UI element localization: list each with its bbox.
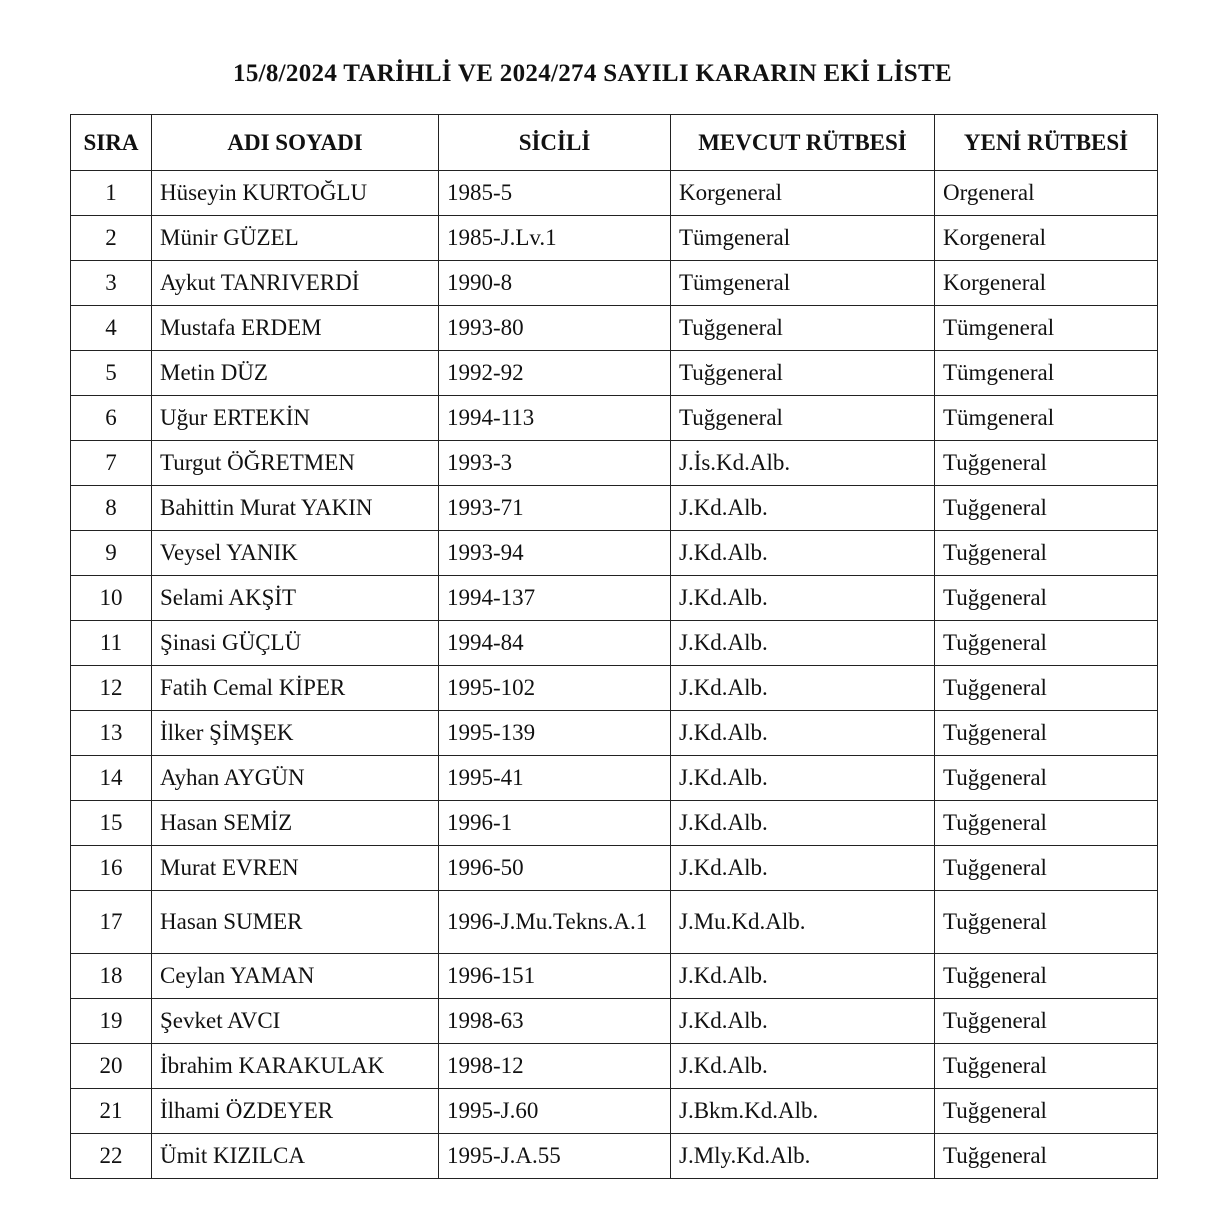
cell-name: Metin DÜZ <box>152 351 439 396</box>
table-row <box>71 801 1158 846</box>
cell-current-rank: J.Kd.Alb. <box>671 621 935 666</box>
table-row <box>71 1134 1158 1179</box>
cell-no: 8 <box>71 486 152 531</box>
table-header-row <box>71 115 1158 171</box>
cell-name: Şevket AVCI <box>152 999 439 1044</box>
cell-new-rank: Tuğgeneral <box>935 621 1158 666</box>
cell-new-rank: Tümgeneral <box>935 306 1158 351</box>
cell-new-rank: Tuğgeneral <box>935 801 1158 846</box>
cell-no: 15 <box>71 801 152 846</box>
cell-new-rank: Tuğgeneral <box>935 486 1158 531</box>
table-row <box>71 441 1158 486</box>
cell-new-rank: Tuğgeneral <box>935 999 1158 1044</box>
cell-registry: 1995-J.A.55 <box>439 1134 671 1179</box>
cell-no: 9 <box>71 531 152 576</box>
cell-new-rank: Tuğgeneral <box>935 756 1158 801</box>
cell-name: Hüseyin KURTOĞLU <box>152 171 439 216</box>
header-no: SIRA <box>71 115 152 171</box>
cell-registry: 1985-5 <box>439 171 671 216</box>
cell-name: Bahittin Murat YAKIN <box>152 486 439 531</box>
table-row <box>71 531 1158 576</box>
cell-no: 12 <box>71 666 152 711</box>
cell-registry: 1996-50 <box>439 846 671 891</box>
header-registry: SİCİLİ <box>439 115 671 171</box>
cell-no: 21 <box>71 1089 152 1134</box>
cell-current-rank: J.Kd.Alb. <box>671 756 935 801</box>
cell-current-rank: J.Kd.Alb. <box>671 486 935 531</box>
cell-name: Ümit KIZILCA <box>152 1134 439 1179</box>
cell-registry: 1995-41 <box>439 756 671 801</box>
cell-name: Mustafa ERDEM <box>152 306 439 351</box>
table-body <box>71 171 1158 1179</box>
cell-new-rank: Tuğgeneral <box>935 711 1158 756</box>
cell-registry: 1994-113 <box>439 396 671 441</box>
cell-no: 4 <box>71 306 152 351</box>
cell-name: Turgut ÖĞRETMEN <box>152 441 439 486</box>
cell-registry: 1998-63 <box>439 999 671 1044</box>
table-row <box>71 216 1158 261</box>
cell-new-rank: Tuğgeneral <box>935 1134 1158 1179</box>
cell-new-rank: Tuğgeneral <box>935 531 1158 576</box>
cell-name: Veysel YANIK <box>152 531 439 576</box>
cell-new-rank: Tuğgeneral <box>935 954 1158 999</box>
cell-registry: 1998-12 <box>439 1044 671 1089</box>
cell-name: Şinasi GÜÇLÜ <box>152 621 439 666</box>
cell-new-rank: Tuğgeneral <box>935 1044 1158 1089</box>
table-row <box>71 711 1158 756</box>
cell-no: 18 <box>71 954 152 999</box>
header-name: ADI SOYADI <box>152 115 439 171</box>
cell-no: 2 <box>71 216 152 261</box>
cell-registry: 1994-84 <box>439 621 671 666</box>
cell-current-rank: J.Kd.Alb. <box>671 1044 935 1089</box>
cell-no: 19 <box>71 999 152 1044</box>
cell-no: 10 <box>71 576 152 621</box>
cell-current-rank: J.Bkm.Kd.Alb. <box>671 1089 935 1134</box>
table-row <box>71 261 1158 306</box>
table-row <box>71 1044 1158 1089</box>
table-row <box>71 396 1158 441</box>
table-row <box>71 576 1158 621</box>
cell-registry: 1996-151 <box>439 954 671 999</box>
cell-new-rank: Tuğgeneral <box>935 666 1158 711</box>
table-row <box>71 351 1158 396</box>
cell-current-rank: J.Kd.Alb. <box>671 999 935 1044</box>
cell-registry: 1994-137 <box>439 576 671 621</box>
table-row <box>71 846 1158 891</box>
cell-no: 13 <box>71 711 152 756</box>
cell-name: İlker ŞİMŞEK <box>152 711 439 756</box>
table-row <box>71 756 1158 801</box>
cell-current-rank: J.Kd.Alb. <box>671 576 935 621</box>
cell-current-rank: Tuğgeneral <box>671 306 935 351</box>
cell-registry: 1993-80 <box>439 306 671 351</box>
cell-no: 5 <box>71 351 152 396</box>
table-row <box>71 891 1158 954</box>
cell-current-rank: Tümgeneral <box>671 216 935 261</box>
cell-current-rank: Tuğgeneral <box>671 396 935 441</box>
cell-registry: 1990-8 <box>439 261 671 306</box>
cell-no: 22 <box>71 1134 152 1179</box>
cell-name: Murat EVREN <box>152 846 439 891</box>
table-row <box>71 954 1158 999</box>
cell-current-rank: Korgeneral <box>671 171 935 216</box>
cell-registry: 1996-J.Mu.Tekns.A.1 <box>439 891 671 954</box>
cell-registry: 1996-1 <box>439 801 671 846</box>
cell-registry: 1985-J.Lv.1 <box>439 216 671 261</box>
cell-new-rank: Tuğgeneral <box>935 576 1158 621</box>
cell-current-rank: J.Kd.Alb. <box>671 711 935 756</box>
table-row <box>71 171 1158 216</box>
cell-no: 7 <box>71 441 152 486</box>
cell-registry: 1995-102 <box>439 666 671 711</box>
cell-current-rank: J.Mly.Kd.Alb. <box>671 1134 935 1179</box>
cell-no: 14 <box>71 756 152 801</box>
cell-new-rank: Korgeneral <box>935 261 1158 306</box>
table-row <box>71 1089 1158 1134</box>
cell-name: İlhami ÖZDEYER <box>152 1089 439 1134</box>
cell-name: Münir GÜZEL <box>152 216 439 261</box>
cell-no: 6 <box>71 396 152 441</box>
cell-registry: 1995-139 <box>439 711 671 756</box>
cell-registry: 1993-71 <box>439 486 671 531</box>
table-row <box>71 999 1158 1044</box>
cell-new-rank: Tuğgeneral <box>935 891 1158 954</box>
table-row <box>71 306 1158 351</box>
cell-new-rank: Tuğgeneral <box>935 441 1158 486</box>
cell-new-rank: Korgeneral <box>935 216 1158 261</box>
cell-no: 3 <box>71 261 152 306</box>
cell-name: Hasan SEMİZ <box>152 801 439 846</box>
cell-current-rank: J.Kd.Alb. <box>671 801 935 846</box>
cell-name: Uğur ERTEKİN <box>152 396 439 441</box>
cell-name: Hasan SUMER <box>152 891 439 954</box>
cell-new-rank: Tuğgeneral <box>935 1089 1158 1134</box>
header-current-rank: MEVCUT RÜTBESİ <box>671 115 935 171</box>
cell-no: 20 <box>71 1044 152 1089</box>
cell-current-rank: Tümgeneral <box>671 261 935 306</box>
cell-name: Aykut TANRIVERDİ <box>152 261 439 306</box>
cell-current-rank: J.Kd.Alb. <box>671 954 935 999</box>
cell-new-rank: Tümgeneral <box>935 351 1158 396</box>
header-new-rank: YENİ RÜTBESİ <box>935 115 1158 171</box>
cell-new-rank: Tümgeneral <box>935 396 1158 441</box>
cell-name: Selami AKŞİT <box>152 576 439 621</box>
cell-current-rank: J.Kd.Alb. <box>671 531 935 576</box>
cell-name: Fatih Cemal KİPER <box>152 666 439 711</box>
cell-new-rank: Tuğgeneral <box>935 846 1158 891</box>
cell-registry: 1995-J.60 <box>439 1089 671 1134</box>
cell-name: Ayhan AYGÜN <box>152 756 439 801</box>
cell-current-rank: J.İs.Kd.Alb. <box>671 441 935 486</box>
table-row <box>71 621 1158 666</box>
cell-name: Ceylan YAMAN <box>152 954 439 999</box>
table-row <box>71 666 1158 711</box>
cell-no: 11 <box>71 621 152 666</box>
cell-no: 16 <box>71 846 152 891</box>
cell-new-rank: Orgeneral <box>935 171 1158 216</box>
cell-current-rank: J.Kd.Alb. <box>671 846 935 891</box>
cell-no: 1 <box>71 171 152 216</box>
promotion-table <box>70 114 1158 1179</box>
cell-registry: 1993-3 <box>439 441 671 486</box>
cell-name: İbrahim KARAKULAK <box>152 1044 439 1089</box>
cell-no: 17 <box>71 891 152 954</box>
cell-current-rank: Tuğgeneral <box>671 351 935 396</box>
cell-registry: 1992-92 <box>439 351 671 396</box>
cell-current-rank: J.Kd.Alb. <box>671 666 935 711</box>
cell-registry: 1993-94 <box>439 531 671 576</box>
table-row <box>71 486 1158 531</box>
document-title: 15/8/2024 TARİHLİ VE 2024/274 SAYILI KARARIN EKİ LİSTE <box>233 60 952 87</box>
cell-current-rank: J.Mu.Kd.Alb. <box>671 891 935 954</box>
